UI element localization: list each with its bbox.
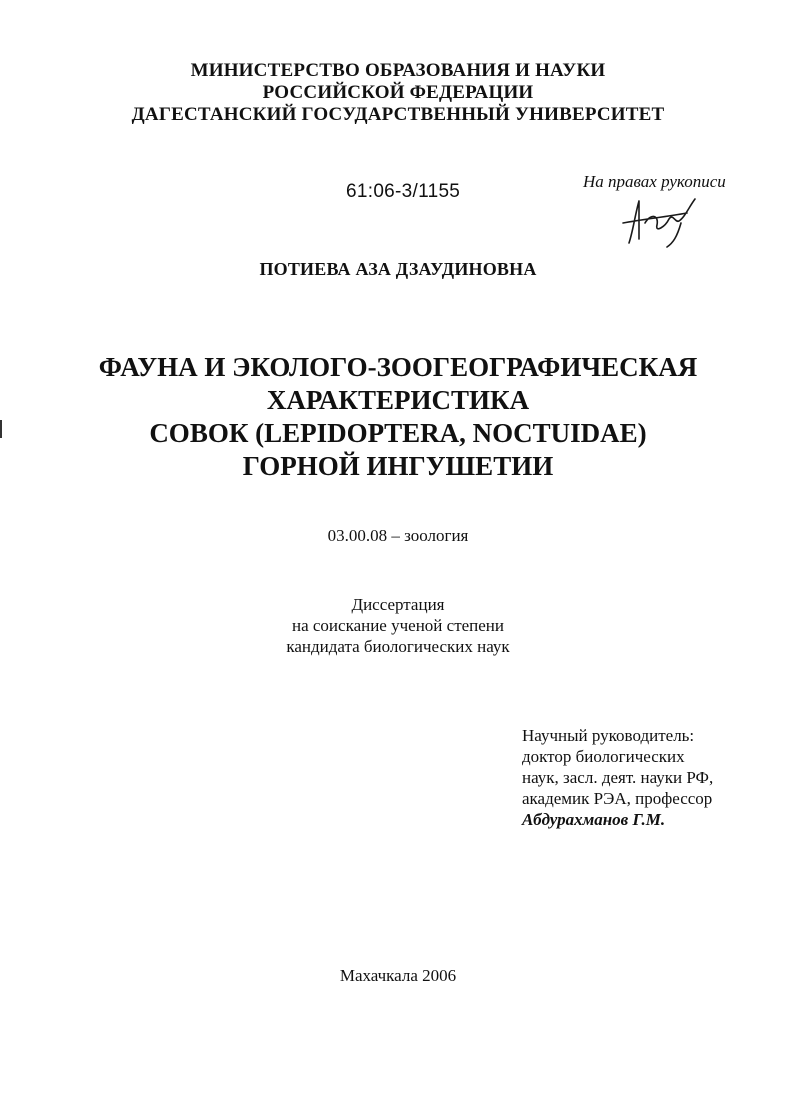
advisor-line: наук, засл. деят. науки РФ, [522, 768, 714, 787]
advisor-line: академик РЭА, профессор [522, 789, 713, 808]
rights-note: На правах рукописи [583, 172, 726, 191]
title-line: СОВОК (LEPIDOPTERA, NOCTUIDAE) [149, 418, 647, 448]
header-line: ДАГЕСТАНСКИЙ ГОСУДАРСТВЕННЫЙ УНИВЕРСИТЕТ [131, 104, 665, 125]
advisor-name: Абдурахманов Г.М. [522, 810, 666, 829]
city-year: Махачкала 2006 [339, 966, 457, 985]
scientific-advisor [522, 725, 713, 830]
title-line: ГОРНОЙ ИНГУШЕТИИ [242, 451, 554, 481]
header-line: РОССИЙСКОЙ ФЕДЕРАЦИИ [262, 82, 534, 103]
advisor-line: доктор биологических [522, 747, 685, 766]
institution-header [0, 60, 796, 126]
degree-line: Диссертация [351, 595, 445, 614]
degree-line: на соискание ученой степени [291, 616, 505, 635]
dissertation-title [0, 351, 796, 483]
degree-statement [0, 594, 796, 657]
degree-line: кандидата биологических наук [286, 637, 510, 656]
scan-edge-mark [0, 420, 2, 438]
title-line: ХАРАКТЕРИСТИКА [266, 385, 530, 415]
author-name: ПОТИЕВА АЗА ДЗАУДИНОВНА [259, 259, 537, 279]
header-line: МИНИСТЕРСТВО ОБРАЗОВАНИЯ И НАУКИ [190, 60, 606, 81]
title-line: ФАУНА И ЭКОЛОГО-ЗООГЕОГРАФИЧЕСКАЯ [98, 352, 698, 382]
handwritten-signature [615, 193, 705, 248]
catalog-number: 61:06-3/1155 [346, 181, 461, 202]
advisor-line: Научный руководитель: [522, 726, 695, 745]
specialty-code: 03.00.08 – зоология [327, 526, 469, 545]
